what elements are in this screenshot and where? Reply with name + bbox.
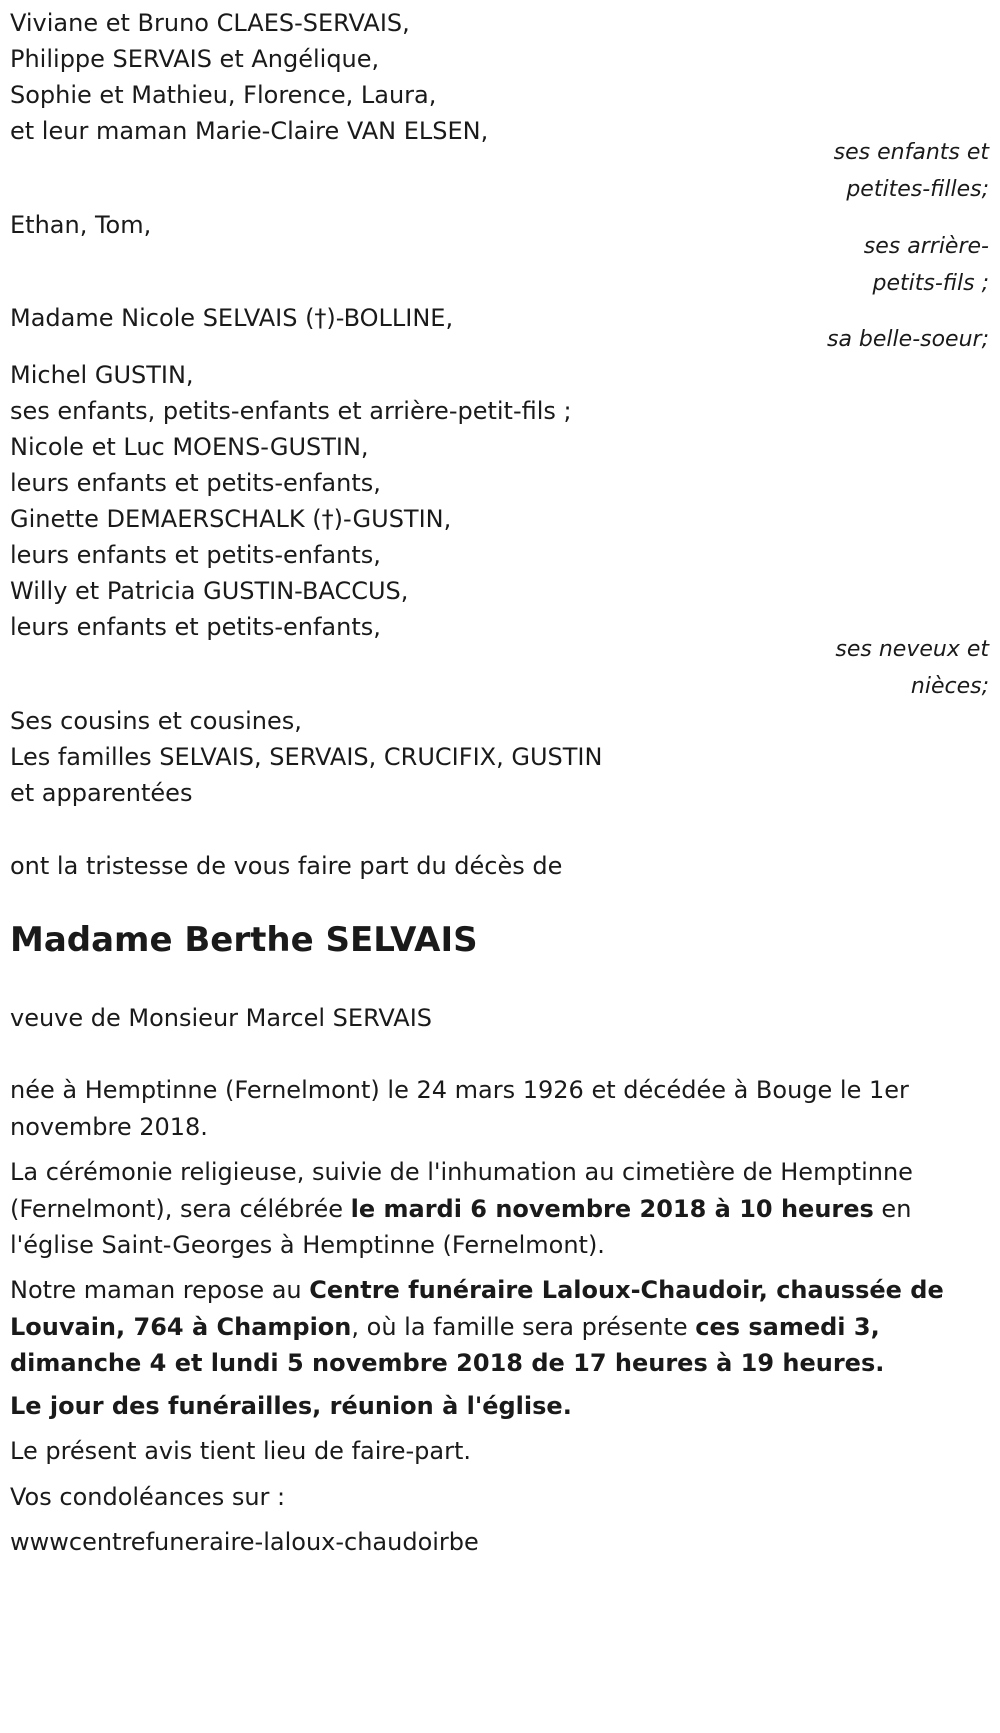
family-line: Ethan, Tom, <box>10 211 152 239</box>
notice-text: Le présent avis tient lieu de faire-part. <box>10 1437 472 1465</box>
ceremony-date: le mardi 6 novembre 2018 à 10 heures <box>350 1194 874 1223</box>
family-line: Nicole et Luc MOENS-GUSTIN, <box>10 433 369 461</box>
family-line: et leur maman Marie-Claire VAN ELSEN, <box>10 117 489 145</box>
family-line: Philippe SERVAIS et Angélique, <box>10 45 380 73</box>
family-line: leurs enfants et petits-enfants, <box>10 613 381 641</box>
family-line: Madame Nicole SELVAIS (†)-BOLLINE, <box>10 304 454 332</box>
meeting-note: Le jour des funérailles, réunion à l'église. <box>10 1392 572 1420</box>
deceased-name: Madame Berthe SELVAIS <box>10 920 478 960</box>
role-label-sister-in-law: sa belle-soeur; <box>827 327 989 352</box>
condolences-label: Vos condoléances sur : <box>10 1483 286 1511</box>
widow-of: veuve de Monsieur Marcel SERVAIS <box>10 1004 433 1032</box>
family-line: Ses cousins et cousines, <box>10 707 302 735</box>
announcement: ont la tristesse de vous faire part du décès de <box>10 852 563 880</box>
visitation-dates: ces samedi 3, dimanche 4 et lundi 5 novembre 2018 de 17 heures à 19 heures. <box>10 1312 885 1377</box>
family-line: Sophie et Mathieu, Florence, Laura, <box>10 81 437 109</box>
family-line: Ginette DEMAERSCHALK (†)-GUSTIN, <box>10 505 452 533</box>
birth-death-text: née à Hemptinne (Fernelmont) le 24 mars 1926 et décédée à Bouge le 1er novembre 2018. <box>10 1076 909 1141</box>
visitation-text: Notre maman repose au Centre funéraire Laloux-Chaudoir, chaussée de Louvain, 764 à Champion, où la famille sera présente ces samedi 3, dimanche 4 et lundi 5 novembre 2018 de 17 heures à 19 heures. <box>10 1276 944 1377</box>
family-line: Les familles SELVAIS, SERVAIS, CRUCIFIX, GUSTIN <box>10 743 603 771</box>
family-line: Michel GUSTIN, <box>10 361 194 389</box>
role-label-nephews: ses neveux et nièces; <box>835 637 989 699</box>
family-line: leurs enfants et petits-enfants, <box>10 469 381 497</box>
family-line: Willy et Patricia GUSTIN-BACCUS, <box>10 577 409 605</box>
role-label-great-grandchildren: ses arrière- petits-fils ; <box>863 234 989 296</box>
family-block-children <box>10 5 990 149</box>
condolences-url[interactable]: wwwcentrefuneraire-laloux-chaudoirbe <box>10 1528 479 1556</box>
role-label-children: ses enfants et petites-filles; <box>833 140 989 202</box>
family-block-great-grandchildren <box>10 207 990 243</box>
family-line: ses enfants, petits-enfants et arrière-petit-fils ; <box>10 397 572 425</box>
family-block-nephews <box>10 357 990 645</box>
funeral-center: Centre funéraire Laloux-Chaudoir, chaussée de Louvain, 764 à Champion <box>10 1276 944 1341</box>
ceremony-text: La cérémonie religieuse, suivie de l'inhumation au cimetière de Hemptinne (Fernelmont), sera célébrée le mardi 6 novembre 2018 à 10 heures en l'église Saint-Georges à Hemptinne (Fernelmont). <box>10 1158 913 1259</box>
family-line: Viviane et Bruno CLAES-SERVAIS, <box>10 9 410 37</box>
family-line: et apparentées <box>10 779 193 807</box>
family-line: leurs enfants et petits-enfants, <box>10 541 381 569</box>
family-block-cousins <box>10 703 990 811</box>
